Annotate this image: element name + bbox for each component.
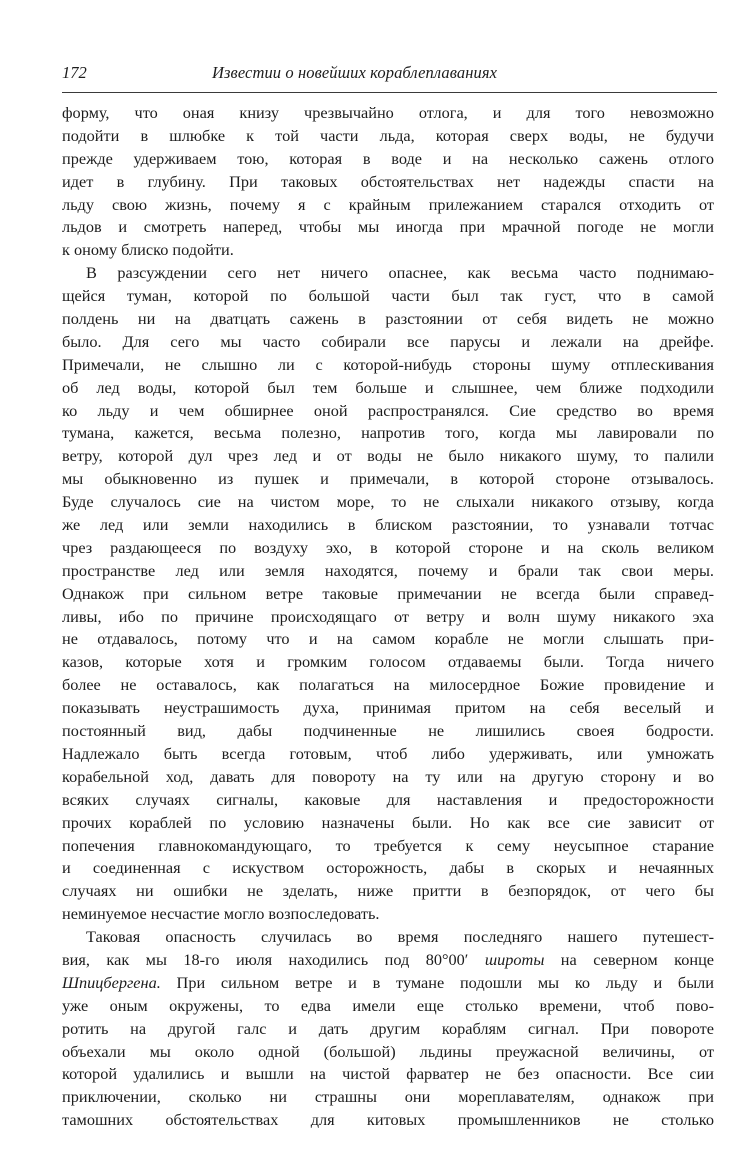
paragraph-3 bbox=[62, 926, 714, 1132]
text-line: ливы, ибо по причине происходящаго от ветру и волн шуму никакого эха bbox=[62, 606, 714, 626]
italic-term: Шпицбергена. bbox=[62, 972, 161, 992]
text-line: было. Для сего мы часто собирали все парусы и лежали на дрейфе. bbox=[62, 331, 714, 351]
text-line: более не оставалось, как полагаться на милосердное Божие провидение и bbox=[62, 675, 714, 695]
paragraph-2 bbox=[62, 262, 714, 926]
text-line-mixed bbox=[62, 972, 714, 995]
text-run: При сильном ветре и в тумане подошли мы ко льду и были bbox=[160, 972, 714, 992]
text-line: Буде случалось сие на чистом море, то не слыхали никакого отзыву, когда bbox=[62, 492, 714, 512]
text-line: форму, что оная книзу чрезвычайно отлога, и для того невозможно bbox=[62, 103, 714, 122]
running-head bbox=[62, 62, 662, 84]
text-line: случаях ни ошибки не зделать, ниже притти в безпорядок, от чего бы bbox=[62, 881, 714, 901]
text-line: Надлежало быть всегда готовым, чтоб либо удерживать, или умножать bbox=[62, 743, 714, 763]
header-rule bbox=[62, 92, 717, 93]
text-line-mixed bbox=[62, 949, 714, 972]
text-line: объехали мы около одной (большой) льдины преужасной величины, от bbox=[62, 1041, 714, 1061]
text-line: тамошних обстоятельствах для китовых промышленников не столько bbox=[62, 1110, 714, 1130]
text-line: которой удалились и вышли на чистой фарватер не без опасности. Все сии bbox=[62, 1064, 714, 1084]
text-line: уже оным окружены, то едва имели еще столько времени, чтоб пово- bbox=[62, 995, 714, 1015]
paragraph-1 bbox=[62, 102, 714, 262]
body-text bbox=[62, 102, 714, 1132]
text-line: же лед или земли находились в блиском разстоянии, то узнавали тотчас bbox=[62, 515, 714, 535]
text-line: не отдавалось, потому что и на самом корабле не могли слышать при- bbox=[62, 629, 714, 649]
text-line: приключении, сколько ни страшны они мореплавателям, однакож при bbox=[62, 1087, 714, 1107]
text-line: показывать неустрашимость духа, принимая притом на себя веселый и bbox=[62, 698, 714, 718]
text-run: на северном конце bbox=[544, 949, 715, 969]
text-line: попечения главнокомандующаго, то требуется к сему неусыпное старание bbox=[62, 835, 714, 855]
text-line: прочих кораблей по условию назначены были. Но как все сие зависит от bbox=[62, 812, 714, 832]
text-line: казов, которые хотя и громким голосом отдаваемы были. Тогда ничего bbox=[62, 652, 714, 672]
text-line: Таковая опасность случилась во время последняго нашего путешест- bbox=[86, 927, 714, 947]
text-run: вия, как мы 18-го июля находились под 80°00′ bbox=[62, 949, 485, 969]
text-line: мы обыкновенно из пушек и примечали, в которой стороне отзывалось. bbox=[62, 469, 714, 489]
text-line: об лед воды, которой был тем больше и слышнее, чем ближе подходили bbox=[62, 377, 714, 397]
text-line: льдов и смотреть наперед, чтобы мы иногда при мрачной погоде не могли bbox=[62, 217, 714, 237]
running-title: Известии о новейших кораблеплаваниях bbox=[212, 63, 498, 82]
text-line: ротить на другой галс и дать другим кораблям сигнал. При повороте bbox=[62, 1018, 714, 1038]
text-line: Примечали, не слышно ли с которой-нибудь стороны шуму отплескивания bbox=[62, 354, 714, 374]
text-line: пространстве лед или земля находятся, почему и брали так свои меры. bbox=[62, 560, 714, 580]
text-line: идет в глубину. При таковых обстоятельствах нет надежды спасти на bbox=[62, 171, 714, 191]
text-line: льду свою жизнь, почему я с крайным прилежанием старался отходить от bbox=[62, 194, 714, 214]
text-line: щейся туман, которой по большой части был так густ, что в самой bbox=[62, 286, 714, 306]
text-line: тумана, кажется, весьма полезно, напротив того, когда мы лавировали по bbox=[62, 423, 714, 443]
text-line: прежде удерживаем тою, которая в воде и на несколько сажень отлого bbox=[62, 148, 714, 168]
text-line: ко льду и чем обширнее оной распространялся. Сие средство во время bbox=[62, 400, 714, 420]
text-line: подойти в шлюбке к той части льда, которая сверх воды, не будучи bbox=[62, 125, 714, 145]
text-line: постоянный вид, дабы подчиненные не лишились своея бодрости. bbox=[62, 721, 714, 741]
text-line: корабельной ход, давать для повороту на ту или на другую сторону и во bbox=[62, 766, 714, 786]
text-line: полдень ни на дватцать сажень в разстоянии от себя видеть не можно bbox=[62, 309, 714, 329]
text-line: ветру, которой дул чрез лед и от воды не было никакого шуму, то палили bbox=[62, 446, 714, 466]
text-line: к оному блиско подойти. bbox=[62, 240, 234, 260]
text-line: Однакож при сильном ветре таковые примечании не всегда были справед- bbox=[62, 583, 714, 603]
text-line: всяких случаях сигналы, каковые для наставления и предосторожности bbox=[62, 789, 714, 809]
page-number: 172 bbox=[62, 63, 87, 82]
italic-term: широты bbox=[484, 949, 545, 969]
text-line: неминуемое несчастие могло возпоследовать. bbox=[62, 904, 380, 924]
text-line: В разсуждении сего нет ничего опаснее, как весьма часто поднимаю- bbox=[86, 263, 714, 283]
text-line: и соединенная с искуством осторожность, дабы в скорых и нечаянных bbox=[62, 858, 714, 878]
text-line: чрез раздающееся по воздуху эхо, в которой стороне и на сколь великом bbox=[62, 537, 714, 557]
